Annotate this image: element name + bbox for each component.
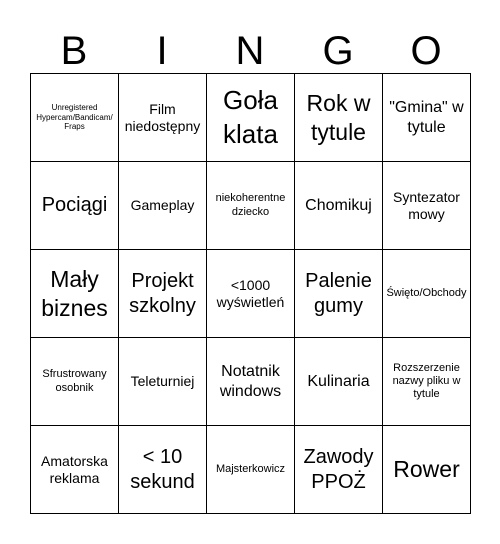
bingo-cell[interactable]: Projekt szkolny [119, 250, 207, 338]
bingo-cell[interactable]: "Gmina" w tytule [383, 74, 471, 162]
bingo-header [30, 28, 470, 74]
header-letter-b: B [60, 29, 88, 73]
bingo-cell[interactable]: Święto/Obchody [383, 250, 471, 338]
header-letter-i: I [156, 29, 168, 73]
bingo-cell[interactable]: Teleturniej [119, 338, 207, 426]
bingo-cell[interactable]: Syntezator mowy [383, 162, 471, 250]
bingo-cell[interactable]: Notatnik windows [207, 338, 295, 426]
header-letter-n: N [235, 29, 265, 73]
bingo-cell[interactable]: Unregistered Hypercam/Bandicam/ Fraps [31, 74, 119, 162]
bingo-cell[interactable]: Sfrustrowany osobnik [31, 338, 119, 426]
bingo-cell[interactable]: niekoherentne dziecko [207, 162, 295, 250]
bingo-cell[interactable]: Amatorska reklama [31, 426, 119, 514]
bingo-cell[interactable]: <1000 wyświetleń [207, 250, 295, 338]
bingo-cell[interactable]: Kulinaria [295, 338, 383, 426]
bingo-cell[interactable]: Gameplay [119, 162, 207, 250]
header-letter-o: O [410, 29, 442, 73]
bingo-cell[interactable]: Rok w tytule [295, 74, 383, 162]
bingo-cell[interactable]: Majsterkowicz [207, 426, 295, 514]
bingo-cell[interactable]: Film niedostępny [119, 74, 207, 162]
bingo-cell[interactable]: Mały biznes [31, 250, 119, 338]
bingo-cell[interactable]: < 10 sekund [119, 426, 207, 514]
bingo-cell[interactable]: Chomikuj [295, 162, 383, 250]
bingo-cell[interactable]: Rozszerzenie nazwy pliku w tytule [383, 338, 471, 426]
bingo-cell[interactable]: Pociągi [31, 162, 119, 250]
bingo-cell[interactable]: Rower [383, 426, 471, 514]
header-letter-g: G [322, 29, 354, 73]
bingo-cell[interactable]: Zawody PPOŻ [295, 426, 383, 514]
bingo-grid [30, 73, 471, 514]
bingo-cell[interactable]: Goła klata [207, 74, 295, 162]
bingo-cell[interactable]: Palenie gumy [295, 250, 383, 338]
